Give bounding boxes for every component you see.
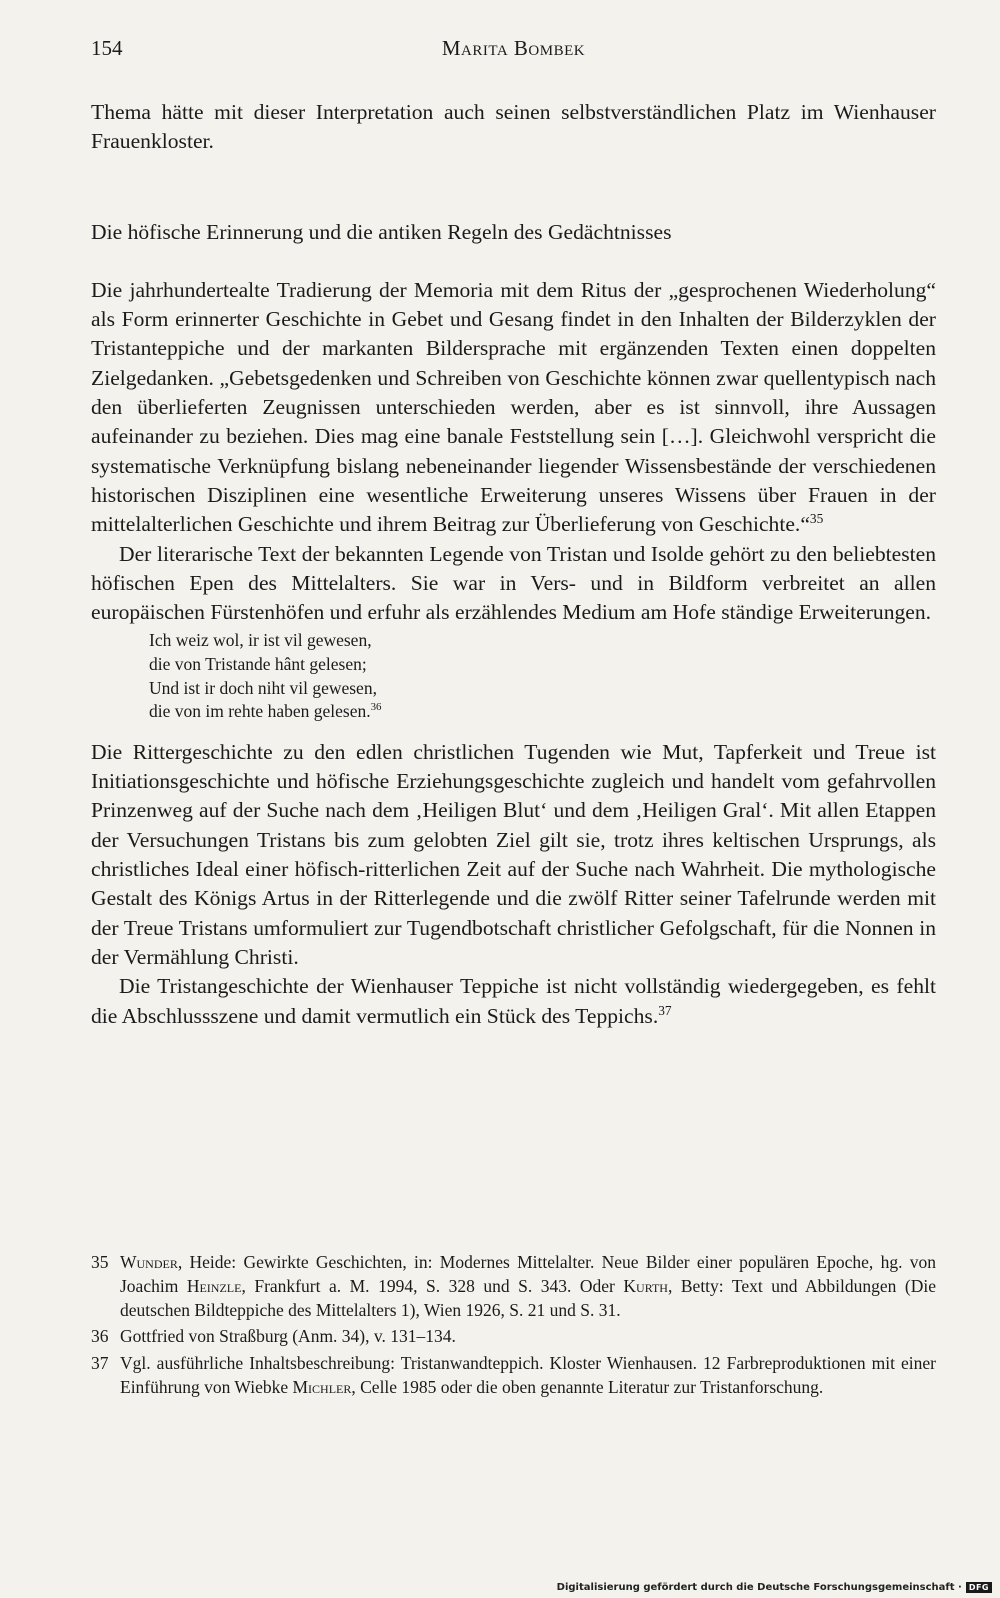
paragraph-wienhausen (91, 972, 936, 1031)
main-text (91, 98, 936, 1031)
paragraph-memoria-text: Die jahrhundertealte Tradierung der Memoria mit dem Ritus der „gesprochenen Wiederholung“ als Form erinnerter Geschichte in Gebet und Gesang findet in den Inhalten der Bilderzyklen der Tristanteppiche und der markanten Bildersprache mit ergänzenden Texten einen doppelten Zielgedanken. „Gebetsgedenken und Schreiben von Geschichte können zwar quellentypisch nach den überlieferten Zeugnissen unterschieden werden, aber es ist sinnvoll, ihre Aussagen aufeinander zu beziehen. Dies mag eine banale Feststellung sein […]. Gleichwohl verspricht die systematische Verknüpfung bislang nebeneinander liegender Wissensbestände der verschiedenen historischen Disziplinen eine wesentliche Erweiterung unseres Wissens über Frauen in der mittelalterlichen Geschichte und ihrem Beitrag zur Überlieferung von Geschichte.“ (91, 277, 936, 537)
credit-text: Digitalisierung gefördert durch die Deutsche Forschungsgemeinschaft · (556, 1582, 962, 1593)
verse-line: die von Tristande hânt gelesen; (149, 654, 367, 675)
running-head-author: Marita Bombek (441, 36, 586, 60)
footnote-text: , Heide: Gewirkte Geschichten, in: Modernes Mittelalter. Neue Bilder einer populären Epoche, hg. von Joachim (120, 1252, 936, 1296)
footnote-ref-35[interactable]: 35 (809, 511, 824, 527)
paragraph-legend: Der literarische Text der bekannten Legende von Tristan und Isolde gehört zu den beliebtesten höfischen Epen des Mittelalters. Sie war in Vers- und in Bildform verbreitet an allen europäischen Fürstenhöfen und erfuhr als erzählendes Medium am Hofe ständige Erweiterungen. (91, 541, 936, 625)
footnote-number: 36 (91, 1326, 109, 1347)
footnote-35 (91, 1251, 936, 1322)
digitization-credit (557, 1582, 992, 1593)
paragraph-memoria (91, 276, 936, 540)
section-heading: Die höfische Erinnerung und die antiken Regeln des Gedächtnisses (91, 219, 672, 244)
footnote-text: , Frankfurt a. M. 1994, S. 328 und S. 343. Oder (241, 1275, 624, 1296)
page-number: 154 (91, 36, 123, 60)
footnote-ref-37[interactable]: 37 (658, 1002, 672, 1018)
dfg-logo: DFG (966, 1582, 992, 1593)
paragraph-wienhausen-text: Die Tristangeschichte der Wienhauser Teppiche ist nicht vollständig wiedergegeben, es fehlt die Abschlussszene und damit vermutlich ein Stück des Teppichs. (91, 974, 936, 1028)
verse-line: Und ist ir doch niht vil gewesen, (149, 677, 377, 698)
footnote-text: , Betty: Text und Abbildungen (Die deutschen Bildteppiche des Mittelalters 1), Wien 1926, S. 21 und S. 31. (120, 1275, 936, 1320)
footnote-37 (91, 1352, 936, 1400)
verse-quotation (149, 629, 936, 723)
paragraph-continued: Thema hätte mit dieser Interpretation auch seinen selbstverständlichen Platz im Wienhauser Frauenkloster. (91, 100, 936, 154)
paragraph-knights: Die Rittergeschichte zu den edlen christlichen Tugenden wie Mut, Tapferkeit und Treue ist Initiationsgeschichte und höfische Erziehungsgeschichte zugleich und handelt vom gefahrvollen Prinzenweg auf der Suche nach dem ‚Heiligen Blut‘ und dem ‚Heiligen Gral‘. Mit allen Etappen der Versuchungen Tristans bis zum gelobten Ziel gilt sie, trotz ihres keltischen Ursprungs, als christliches Ideal einer höfisch-ritterlichen Zeit auf der Suche nach Wahrheit. Die mythologische Gestalt des Königs Artus in der Ritterlegende und die zwölf Ritter seiner Tafelrunde werden mit der Treue Tristans umformuliert zur Tugendbotschaft christlicher Gefolgschaft, für die Nonnen in der Vermählung Christi. (91, 739, 936, 969)
footnote-number: 37 (91, 1353, 109, 1374)
author-name: Kurth (623, 1275, 668, 1296)
footnotes (91, 1251, 936, 1403)
verse-line-text: die von im rehte haben gelesen. (149, 701, 371, 722)
page-header (91, 36, 936, 68)
footnote-text: , Celle 1985 oder die oben genannte Literatur zur Tristanforschung. (351, 1376, 824, 1397)
footnote-text: Vgl. ausführliche Inhaltsbeschreibung: Tristanwandteppich. Kloster Wienhausen. 12 Farbreproduktionen mit einer Einführung von Wiebke (120, 1353, 936, 1397)
footnote-text: Gottfried von Straßburg (Anm. 34), v. 131–134. (120, 1326, 456, 1347)
footnote-ref-36[interactable]: 36 (370, 701, 382, 714)
footnote-36 (91, 1325, 936, 1349)
verse-line: Ich weiz wol, ir ist vil gewesen, (149, 630, 372, 651)
author-name: Wunder (120, 1252, 178, 1272)
footnote-number: 35 (91, 1252, 109, 1272)
verse-line-last (149, 700, 936, 724)
author-name: Michler (292, 1376, 352, 1397)
author-name: Heinzle (186, 1275, 242, 1296)
